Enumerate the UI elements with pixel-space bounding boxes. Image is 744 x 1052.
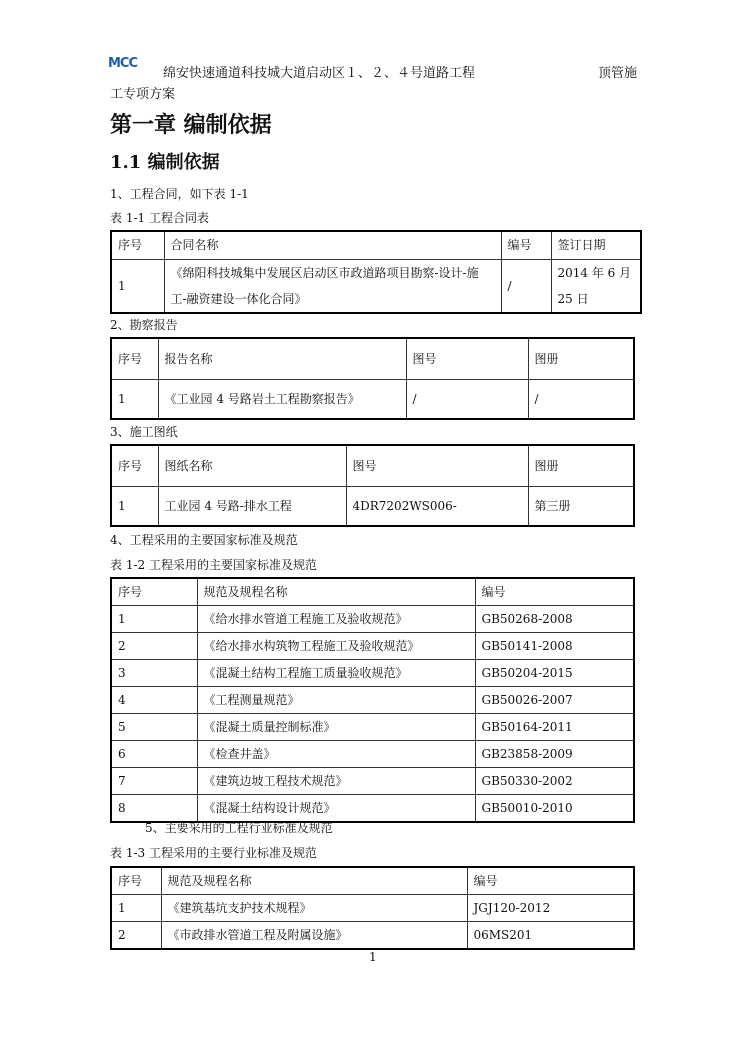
table-header-row (111, 578, 634, 606)
table-cell: GB50164-2011 (475, 714, 634, 741)
industry-standards-table (110, 866, 635, 950)
table-header-row (111, 338, 634, 379)
table-cell: 7 (111, 768, 197, 795)
table-row (111, 633, 634, 660)
table-cell: 《给水排水管道工程施工及验收规范》 (197, 606, 475, 633)
table-cell: 工业园 4 号路-排水工程 (158, 486, 346, 526)
table-cell: GB50010-2010 (475, 795, 634, 823)
table-2-caption: 表 1-2 工程采用的主要国家标准及规范 (110, 558, 317, 572)
table-header-row (111, 231, 641, 259)
table-cell: 3 (111, 660, 197, 687)
table-cell: 《检查井盖》 (197, 741, 475, 768)
table-cell: 1 (111, 379, 158, 419)
contract-table (110, 230, 642, 314)
table-cell: 《工业园 4 号路岩土工程勘察报告》 (158, 379, 406, 419)
table-row (111, 606, 634, 633)
table-cell: JGJ120-2012 (467, 895, 634, 922)
table-cell: 1 (111, 486, 158, 526)
table-row (111, 741, 634, 768)
table-header-row (111, 867, 634, 895)
item-3: 3、施工图纸 (110, 425, 178, 439)
table-row (111, 768, 634, 795)
table-cell: 6 (111, 741, 197, 768)
table-cell: 《建筑基坑支护技术规程》 (161, 895, 467, 922)
table-header-cell: 图纸名称 (158, 445, 346, 486)
chapter-title: 第一章 编制依据 (110, 112, 272, 138)
table-header-cell: 编号 (501, 231, 551, 259)
table-header-row (111, 445, 634, 486)
table-cell: 2 (111, 633, 197, 660)
table-header-cell: 规范及规程名称 (161, 867, 467, 895)
table-3-caption: 表 1-3 工程采用的主要行业标准及规范 (110, 846, 317, 860)
table-1-caption: 表 1-1 工程合同表 (110, 211, 209, 225)
header-title-right: 顶管施 (598, 66, 638, 81)
table-header-cell: 序号 (111, 231, 164, 259)
table-header-cell: 规范及规程名称 (197, 578, 475, 606)
page-number: 1 (369, 950, 377, 964)
table-cell: GB50026-2007 (475, 687, 634, 714)
table-header-cell: 序号 (111, 338, 158, 379)
table-header-cell: 序号 (111, 578, 197, 606)
table-header-cell: 图册 (528, 445, 634, 486)
table-cell: / (406, 379, 528, 419)
table-cell: / (501, 259, 551, 313)
table-row (111, 922, 634, 950)
table-cell: 4 (111, 687, 197, 714)
table-cell: 《混凝土结构工程施工质量验收规范》 (197, 660, 475, 687)
table-header-cell: 图号 (406, 338, 528, 379)
table-cell: GB50204-2015 (475, 660, 634, 687)
section-title: 1.1 编制依据 (110, 152, 220, 173)
header-title: 绵安快速通道科技城大道启动区１、２、４号道路工程 (163, 66, 476, 81)
table-row (111, 259, 641, 313)
item-1: 1、工程合同，如下表 1-1 (110, 187, 249, 201)
table-header-cell: 图册 (528, 338, 634, 379)
table-header-cell: 图号 (346, 445, 528, 486)
table-row (111, 379, 634, 419)
table-cell: 5 (111, 714, 197, 741)
table-cell: 8 (111, 795, 197, 823)
table-cell: 1 (111, 895, 161, 922)
table-cell: 2014 年 6 月 25 日 (551, 259, 641, 313)
table-cell: 4DR7202WS006- (346, 486, 528, 526)
table-header-cell: 合同名称 (164, 231, 501, 259)
table-header-cell: 序号 (111, 867, 161, 895)
table-cell: 《混凝土结构设计规范》 (197, 795, 475, 823)
table-cell: 《建筑边坡工程技术规范》 (197, 768, 475, 795)
mcc-logo: MCC (108, 56, 138, 71)
table-cell: GB23858-2009 (475, 741, 634, 768)
table-cell: 《混凝土质量控制标准》 (197, 714, 475, 741)
table-row (111, 660, 634, 687)
table-row (111, 687, 634, 714)
table-cell: 第三册 (528, 486, 634, 526)
table-cell: 《市政排水管道工程及附属设施》 (161, 922, 467, 950)
header-title-cont: 工专项方案 (110, 87, 176, 102)
table-row (111, 714, 634, 741)
item-4: 4、工程采用的主要国家标准及规范 (110, 533, 298, 547)
table-header-cell: 签订日期 (551, 231, 641, 259)
item-2: 2、勘察报告 (110, 318, 178, 332)
table-cell: 06MS201 (467, 922, 634, 950)
table-cell: 《工程测量规范》 (197, 687, 475, 714)
table-cell: 《给水排水构筑物工程施工及验收规范》 (197, 633, 475, 660)
table-header-cell: 编号 (467, 867, 634, 895)
item-5: 5、主要采用的工程行业标准及规范 (145, 821, 333, 835)
table-cell: 《绵阳科技城集中发展区启动区市政道路项目勘察-设计-施工-融资建设一体化合同》 (164, 259, 501, 313)
table-cell: 1 (111, 259, 164, 313)
table-cell: / (528, 379, 634, 419)
survey-table (110, 337, 635, 420)
table-cell: 2 (111, 922, 161, 950)
national-standards-table (110, 577, 635, 823)
table-row (111, 486, 634, 526)
table-header-cell: 序号 (111, 445, 158, 486)
table-header-cell: 编号 (475, 578, 634, 606)
drawings-table (110, 444, 635, 527)
table-cell: GB50330-2002 (475, 768, 634, 795)
table-cell: 1 (111, 606, 197, 633)
table-header-cell: 报告名称 (158, 338, 406, 379)
table-cell: GB50141-2008 (475, 633, 634, 660)
table-row (111, 895, 634, 922)
table-cell: GB50268-2008 (475, 606, 634, 633)
table-row (111, 795, 634, 823)
